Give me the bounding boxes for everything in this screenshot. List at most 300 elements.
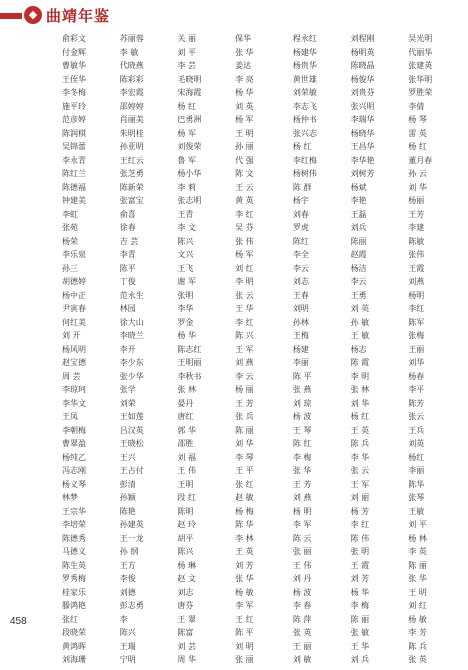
name-entry: 吴锦蕾 bbox=[62, 142, 86, 151]
name-entry: 曹翠盈 bbox=[62, 439, 86, 448]
name-column bbox=[406, 32, 464, 670]
name-entry: 李全 bbox=[292, 250, 309, 259]
name-entry: 王凤 bbox=[62, 412, 78, 421]
name-entry: 孙 丽 bbox=[235, 142, 254, 151]
name-entry: 刘 丹 bbox=[292, 574, 312, 583]
name-entry: 周 芸 bbox=[62, 371, 81, 381]
name-entry: 杨 琴 bbox=[408, 115, 427, 124]
name-entry: 关 丽 bbox=[177, 34, 196, 43]
name-entry: 李艳 bbox=[350, 196, 367, 205]
name-entry: 陈华 bbox=[408, 479, 425, 489]
name-entry: 王 云 bbox=[235, 182, 254, 192]
name-entry: 王 芳 bbox=[235, 398, 254, 408]
name-entry: 黄鸿晖 bbox=[62, 641, 86, 651]
name-entry: 毛晓明 bbox=[177, 74, 202, 84]
name-entry: 刘荣 bbox=[119, 398, 136, 408]
name-entry: 杨晓华 bbox=[350, 128, 375, 138]
name-entry: 李 明 bbox=[350, 371, 370, 381]
name-entry: 刘 兵 bbox=[350, 655, 370, 664]
name-entry: 杨 华 bbox=[177, 331, 196, 340]
name-entry: 杨明 bbox=[408, 290, 425, 300]
name-entry: 李云 bbox=[350, 277, 367, 286]
name-entry: 李 军 bbox=[292, 520, 312, 529]
name-entry: 代 强 bbox=[235, 155, 254, 165]
name-entry: 刘 芸 bbox=[177, 641, 196, 651]
name-entry: 何红美 bbox=[62, 317, 86, 327]
name-entry: 杨宇 bbox=[292, 196, 309, 205]
name-entry: 张 伟 bbox=[235, 236, 254, 246]
name-entry: 刘贵芬 bbox=[350, 88, 375, 97]
name-entry: 李华艳 bbox=[350, 155, 375, 165]
name-entry: 刘 华 bbox=[235, 439, 254, 448]
name-entry: 李建 bbox=[408, 223, 425, 232]
name-entry: 邵胜 bbox=[177, 439, 194, 448]
name-entry: 陈 平 bbox=[292, 371, 312, 381]
name-entry: 李 云 bbox=[235, 371, 254, 381]
name-entry: 刘华 bbox=[408, 358, 425, 367]
name-entry: 赵霞 bbox=[350, 250, 367, 259]
name-entry: 刘程刚 bbox=[350, 34, 375, 43]
name-entry: 李 梅 bbox=[350, 601, 370, 610]
name-column bbox=[175, 32, 233, 670]
name-entry: 王一龙 bbox=[119, 533, 144, 543]
name-entry: 李平 bbox=[408, 385, 425, 394]
name-entry: 杨红 bbox=[408, 452, 425, 462]
name-entry: 张建英 bbox=[408, 61, 433, 70]
name-entry: 陈彩彩 bbox=[119, 74, 144, 84]
name-entry: 李倩 bbox=[408, 101, 425, 111]
name-entry: 王飞 bbox=[177, 263, 194, 273]
name-entry: 李琼珂 bbox=[62, 385, 86, 394]
name-entry: 王勇 bbox=[350, 290, 367, 300]
name-entry: 陈丽 bbox=[350, 236, 367, 246]
name-entry: 晏丹 bbox=[177, 398, 194, 408]
name-entry: 杨 红 bbox=[350, 412, 370, 421]
name-entry: 张兴志 bbox=[292, 128, 317, 138]
name-entry: 杨义琴 bbox=[62, 479, 86, 489]
name-entry: 杨 明 bbox=[292, 506, 312, 516]
name-entry: 李 英 bbox=[408, 547, 427, 556]
name-entry: 唐红 bbox=[177, 412, 194, 421]
name-entry: 陈 兵 bbox=[408, 641, 427, 651]
name-entry: 王敏 bbox=[408, 506, 425, 516]
name-entry: 王宗华 bbox=[62, 506, 86, 516]
name-entry: 杨纯乙 bbox=[62, 452, 86, 462]
name-entry: 李 华 bbox=[350, 452, 370, 462]
name-entry: 刘明 bbox=[292, 304, 309, 313]
name-entry: 刘 芳 bbox=[235, 560, 254, 570]
name-entry: 王侄华 bbox=[62, 74, 86, 84]
name-entry: 张 燕 bbox=[292, 385, 312, 394]
name-entry: 李红 bbox=[408, 304, 425, 313]
name-entry: 陈平 bbox=[119, 263, 136, 273]
name-entry: 王霞 bbox=[408, 263, 425, 273]
name-entry: 杨俊华 bbox=[350, 74, 375, 84]
name-entry: 宁明 bbox=[119, 655, 136, 664]
name-entry: 雷 英 bbox=[408, 128, 427, 138]
name-entry: 李 芸 bbox=[177, 61, 196, 70]
name-entry: 杨明英 bbox=[350, 47, 375, 57]
name-entry: 王磊 bbox=[350, 209, 367, 219]
name-entry: 罗金 bbox=[177, 317, 194, 327]
name-entry: 王如莲 bbox=[119, 412, 144, 421]
name-entry: 刘英 bbox=[408, 439, 425, 448]
name-entry: 杨 军 bbox=[235, 250, 254, 259]
name-entry: 王 敏 bbox=[350, 331, 370, 340]
name-entry: 刘志 bbox=[292, 277, 309, 286]
name-entry: 杨 敏 bbox=[235, 587, 254, 597]
name-entry: 王 琴 bbox=[292, 425, 312, 435]
name-entry: 孙三 bbox=[62, 263, 78, 273]
name-entry: 陈润棋 bbox=[62, 128, 86, 138]
name-entry: 孙亚明 bbox=[119, 142, 144, 151]
name-entry: 李宏霞 bbox=[119, 88, 144, 97]
name-entry: 杨 军 bbox=[177, 128, 196, 138]
name-entry: 刘 敏 bbox=[292, 655, 312, 664]
name-entry: 李 文 bbox=[177, 223, 196, 232]
name-entry: 张 红 bbox=[235, 479, 254, 489]
name-entry: 杨中正 bbox=[62, 290, 86, 300]
name-entry: 王方 bbox=[119, 560, 136, 570]
name-entry: 刘 明 bbox=[235, 641, 254, 651]
name-entry: 罗秀梅 bbox=[62, 574, 86, 583]
name-entry: 杨 敏 bbox=[408, 614, 427, 624]
name-entry: 刘 华 bbox=[408, 182, 427, 192]
name-entry: 杨志 bbox=[350, 344, 367, 354]
name-entry: 杨斌 bbox=[350, 182, 367, 192]
name-entry: 苏丽蓉 bbox=[119, 34, 144, 43]
name-entry: 陈 丽 bbox=[350, 614, 370, 624]
name-entry: 李 莉 bbox=[177, 182, 196, 192]
name-entry: 陈红兰 bbox=[62, 169, 86, 178]
name-entry: 张 云 bbox=[350, 466, 370, 475]
header-stripe bbox=[0, 13, 22, 19]
name-entry: 陈 伟 bbox=[350, 533, 370, 543]
name-column bbox=[233, 32, 291, 670]
name-entry: 赵宝德 bbox=[62, 358, 86, 367]
name-entry: 杨小华 bbox=[177, 169, 202, 178]
name-entry: 刘 福 bbox=[177, 452, 196, 462]
name-entry: 陈军 bbox=[408, 317, 425, 327]
name-entry: 陈明 bbox=[177, 506, 194, 516]
name-entry: 林园 bbox=[119, 304, 136, 313]
name-entry: 王 平 bbox=[235, 466, 254, 475]
name-entry: 刘 平 bbox=[408, 520, 427, 529]
name-entry: 丁俊 bbox=[119, 277, 136, 286]
name-entry: 杨洁 bbox=[350, 263, 367, 273]
name-entry: 李丽 bbox=[292, 358, 309, 367]
name-entry: 杨 波 bbox=[292, 412, 312, 421]
name-entry: 王 丽 bbox=[292, 641, 312, 651]
name-entry: 李 亮 bbox=[235, 74, 254, 84]
name-entry: 冯志刚 bbox=[62, 466, 86, 475]
name-entry: 李少东 bbox=[119, 358, 144, 367]
yearbook-logo-icon: ◆ bbox=[24, 6, 42, 24]
name-entry: 刘树芳 bbox=[350, 169, 375, 178]
name-entry: 陈红 bbox=[292, 236, 309, 246]
name-entry: 李培荣 bbox=[62, 520, 86, 529]
name-entry: 李 红 bbox=[235, 317, 254, 327]
name-entry: 尹寅春 bbox=[62, 304, 86, 313]
name-entry: 王晓松 bbox=[119, 439, 144, 448]
name-entry: 李丽 bbox=[408, 466, 425, 475]
name-entry: 孙建英 bbox=[119, 520, 144, 529]
name-entry: 李 梅 bbox=[292, 452, 312, 462]
name-entry: 李 红 bbox=[235, 209, 254, 219]
name-entry: 王占付 bbox=[119, 466, 144, 475]
name-entry: 陈德福 bbox=[62, 182, 86, 192]
name-entry: 张 云 bbox=[235, 290, 254, 300]
name-entry: 俞喜 bbox=[119, 209, 136, 219]
name-entry: 张 兵 bbox=[235, 412, 254, 421]
name-entry: 刘 燕 bbox=[235, 358, 254, 367]
name-column bbox=[349, 32, 407, 670]
name-entry: 刘 红 bbox=[408, 601, 427, 610]
name-entry: 王 伟 bbox=[177, 466, 196, 475]
name-entry: 刘燕 bbox=[408, 277, 425, 286]
name-entry: 杨建华 bbox=[292, 47, 317, 57]
name-entry: 李 明 bbox=[235, 277, 254, 286]
name-entry: 王明 bbox=[177, 479, 194, 489]
name-entry: 杨 梅 bbox=[235, 506, 254, 516]
name-entry: 杨 华 bbox=[350, 587, 370, 597]
name-entry: 杨风明 bbox=[62, 344, 86, 354]
name-entry: 陈兴 bbox=[119, 628, 136, 637]
name-entry: 杨 红 bbox=[292, 142, 312, 151]
name-entry: 王 明 bbox=[408, 587, 427, 597]
name-entry: 李 春 bbox=[292, 601, 312, 610]
name-entry: 李云 bbox=[292, 263, 309, 273]
name-entry: 张琴 bbox=[408, 493, 425, 502]
name-entry: 张明 bbox=[177, 290, 194, 300]
name-entry: 刘志 bbox=[177, 587, 194, 597]
name-entry: 刘 芳 bbox=[350, 574, 370, 583]
name-entry: 徐大山 bbox=[119, 317, 144, 327]
name-entry: 王兴 bbox=[119, 452, 136, 462]
name-entry: 陈 文 bbox=[235, 169, 254, 178]
name-entry: 马德义 bbox=[62, 547, 86, 556]
name-entry: 刘 琼 bbox=[292, 398, 312, 408]
name-entry: 陈 华 bbox=[235, 520, 254, 529]
name-entry: 杨春 bbox=[408, 371, 425, 381]
name-entry: 张华明 bbox=[408, 74, 433, 84]
name-entry: 施平玲 bbox=[62, 101, 86, 111]
name-entry: 孙 纲 bbox=[119, 547, 139, 556]
name-entry: 杨 芳 bbox=[350, 506, 370, 516]
name-entry: 程永红 bbox=[292, 34, 317, 43]
name-entry: 段晓荣 bbox=[62, 628, 86, 637]
name-entry: 代晓燕 bbox=[119, 61, 144, 70]
name-entry: 张少华 bbox=[119, 371, 144, 381]
name-list-table bbox=[60, 32, 464, 670]
name-entry: 张 敏 bbox=[350, 628, 370, 637]
name-entry: 陈德秀 bbox=[62, 533, 86, 543]
page-header bbox=[0, 0, 468, 28]
name-entry: 刘兵 bbox=[350, 223, 367, 232]
name-entry: 张富宝 bbox=[119, 196, 144, 205]
name-entry: 杨贵华 bbox=[292, 61, 317, 70]
name-entry: 陈 兵 bbox=[350, 439, 370, 448]
name-entry: 王芳 bbox=[408, 209, 425, 219]
name-entry: 陈兴 bbox=[177, 236, 194, 246]
name-entry: 张苑 bbox=[62, 223, 78, 232]
name-entry: 孙颖 bbox=[119, 493, 136, 502]
name-entry: 杨树伟 bbox=[292, 169, 317, 178]
name-entry: 谢 军 bbox=[177, 277, 196, 286]
name-entry: 李 红 bbox=[350, 520, 370, 529]
name-entry: 陈 云 bbox=[292, 533, 312, 543]
name-entry: 王 军 bbox=[235, 344, 254, 354]
name-entry: 林梦 bbox=[62, 493, 78, 502]
name-entry: 刘 英 bbox=[235, 101, 254, 111]
name-entry: 陈 丽 bbox=[408, 560, 427, 570]
name-entry: 张 华 bbox=[235, 47, 254, 57]
name-entry: 罗胜荣 bbox=[408, 88, 433, 97]
name-entry: 黄世雄 bbox=[292, 74, 317, 84]
name-entry: 张 丽 bbox=[235, 655, 254, 664]
name-entry: 陈晓晶 bbox=[350, 61, 375, 70]
name-entry: 陈艳 bbox=[119, 506, 136, 516]
name-entry: 唐芬 bbox=[177, 601, 194, 610]
name-entry: 彭清 bbox=[119, 479, 136, 489]
name-entry: 王 红 bbox=[235, 614, 254, 624]
name-column bbox=[291, 32, 349, 670]
name-entry: 李永青 bbox=[62, 155, 86, 165]
name-entry: 付金辉 bbox=[62, 47, 86, 57]
name-entry: 杨 林 bbox=[408, 533, 427, 543]
name-column bbox=[118, 32, 176, 670]
name-entry: 李秋书 bbox=[177, 371, 202, 381]
name-entry: 王 华 bbox=[235, 304, 254, 313]
name-entry: 吕汉英 bbox=[119, 425, 144, 435]
name-entry: 刘 开 bbox=[62, 331, 81, 340]
yearbook-title: 曲靖年鉴 bbox=[46, 7, 111, 25]
name-entry: 保华 bbox=[235, 34, 252, 43]
name-entry: 刘 丽 bbox=[350, 493, 370, 502]
name-entry: 赵 玲 bbox=[177, 520, 196, 529]
name-entry: 张 华 bbox=[292, 466, 312, 475]
name-entry: 刘春 bbox=[292, 209, 309, 219]
name-entry: 吉 芸 bbox=[119, 236, 139, 246]
name-entry: 张伟 bbox=[408, 250, 425, 259]
name-entry: 李 军 bbox=[235, 601, 254, 610]
name-entry: 刘 燕 bbox=[292, 493, 312, 502]
name-entry: 郭 华 bbox=[177, 425, 196, 435]
name-entry: 陈新荣 bbox=[119, 182, 144, 192]
name-entry: 王 英 bbox=[350, 425, 370, 435]
name-entry: 钟建美 bbox=[62, 196, 86, 205]
name-entry: 刘 红 bbox=[235, 263, 254, 273]
name-entry: 张志明 bbox=[177, 196, 202, 205]
name-entry: 张 华 bbox=[408, 574, 427, 583]
name-entry: 徐春 bbox=[119, 223, 136, 232]
name-entry: 李志飞 bbox=[292, 101, 317, 111]
name-entry: 李红梅 bbox=[292, 155, 317, 165]
name-entry: 张 明 bbox=[350, 547, 370, 556]
name-entry: 杨 波 bbox=[292, 587, 312, 597]
name-entry: 姜达 bbox=[235, 61, 252, 70]
name-entry: 李华文 bbox=[62, 398, 86, 408]
name-entry: 陈 萍 bbox=[292, 614, 312, 624]
name-entry: 刘俊荣 bbox=[177, 142, 202, 151]
name-entry: 陈 平 bbox=[235, 628, 254, 637]
name-entry: 滕鸿艳 bbox=[62, 601, 86, 610]
name-entry: 黄 英 bbox=[235, 196, 254, 205]
name-entry: 杨建 bbox=[292, 344, 309, 354]
name-entry: 李 敏 bbox=[119, 47, 139, 57]
name-entry: 王青 bbox=[177, 209, 194, 219]
name-entry: 陈志红 bbox=[177, 344, 202, 354]
name-entry: 彭志勇 bbox=[119, 601, 144, 610]
name-entry: 李 芳 bbox=[408, 628, 427, 637]
name-entry: 罗虎 bbox=[292, 223, 309, 232]
name-entry: 杨荣 bbox=[62, 236, 78, 246]
name-entry: 王 伟 bbox=[292, 560, 312, 570]
name-entry: 宋海霞 bbox=[177, 88, 202, 97]
name-entry: 王 霞 bbox=[350, 560, 370, 570]
name-entry: 范永生 bbox=[119, 290, 144, 300]
name-entry: 俞彩文 bbox=[62, 34, 86, 43]
name-entry: 孙林 bbox=[292, 317, 309, 327]
name-entry: 张 林 bbox=[177, 385, 196, 394]
name-entry: 张芝勇 bbox=[119, 169, 144, 178]
name-entry: 吴 芬 bbox=[235, 223, 254, 232]
name-entry: 陈 霞 bbox=[350, 358, 370, 367]
name-entry: 文兴 bbox=[177, 250, 194, 259]
name-entry: 王明丽 bbox=[177, 358, 202, 367]
name-entry: 邵婷婷 bbox=[119, 101, 144, 111]
name-entry: 朱明桂 bbox=[119, 128, 144, 138]
name-entry: 李乐泉 bbox=[62, 250, 86, 259]
name-entry: 王 翠 bbox=[177, 614, 196, 624]
name-entry: 刘海珊 bbox=[62, 655, 86, 664]
name-entry: 李开 bbox=[119, 344, 136, 354]
name-entry: 李 琴 bbox=[235, 452, 254, 462]
page-number: 458 bbox=[10, 616, 27, 627]
name-entry: 张梅 bbox=[408, 331, 425, 340]
name-entry: 杨 红 bbox=[408, 142, 427, 151]
name-entry: 周 华 bbox=[177, 655, 196, 664]
name-entry: 张 英 bbox=[408, 655, 427, 664]
name-entry: 杨 华 bbox=[235, 88, 254, 97]
name-entry: 李 林 bbox=[235, 533, 254, 543]
name-entry: 李青 bbox=[119, 250, 136, 259]
name-entry: 杨丽 bbox=[408, 196, 425, 205]
name-entry: 李俊 bbox=[119, 574, 136, 583]
name-entry: 李瑞华 bbox=[350, 115, 375, 124]
name-entry: 张 英 bbox=[292, 628, 312, 637]
name-entry: 孙 敏 bbox=[350, 317, 370, 327]
name-entry: 桂家乐 bbox=[62, 587, 86, 597]
name-entry: 杨 琳 bbox=[177, 560, 196, 570]
name-entry: 鲁 军 bbox=[177, 155, 196, 165]
name-entry: 代丽华 bbox=[408, 47, 433, 57]
name-entry: 李 bbox=[119, 614, 128, 624]
name-entry: 张兴明 bbox=[350, 101, 375, 111]
name-entry: 王兵 bbox=[408, 425, 425, 435]
name-entry: 段 红 bbox=[177, 493, 196, 502]
name-entry: 陈 群 bbox=[292, 182, 312, 192]
name-entry: 刘 华 bbox=[350, 398, 370, 408]
name-entry: 胡德婷 bbox=[62, 277, 86, 286]
name-entry: 王 英 bbox=[235, 547, 254, 556]
name-entry: 杨 红 bbox=[177, 101, 196, 111]
name-entry: 张 华 bbox=[235, 574, 254, 583]
name-entry: 王春 bbox=[292, 290, 309, 300]
name-entry: 刘荣敏 bbox=[292, 88, 317, 97]
name-entry: 李华 bbox=[177, 304, 194, 313]
name-entry: 李冬梅 bbox=[62, 88, 86, 97]
